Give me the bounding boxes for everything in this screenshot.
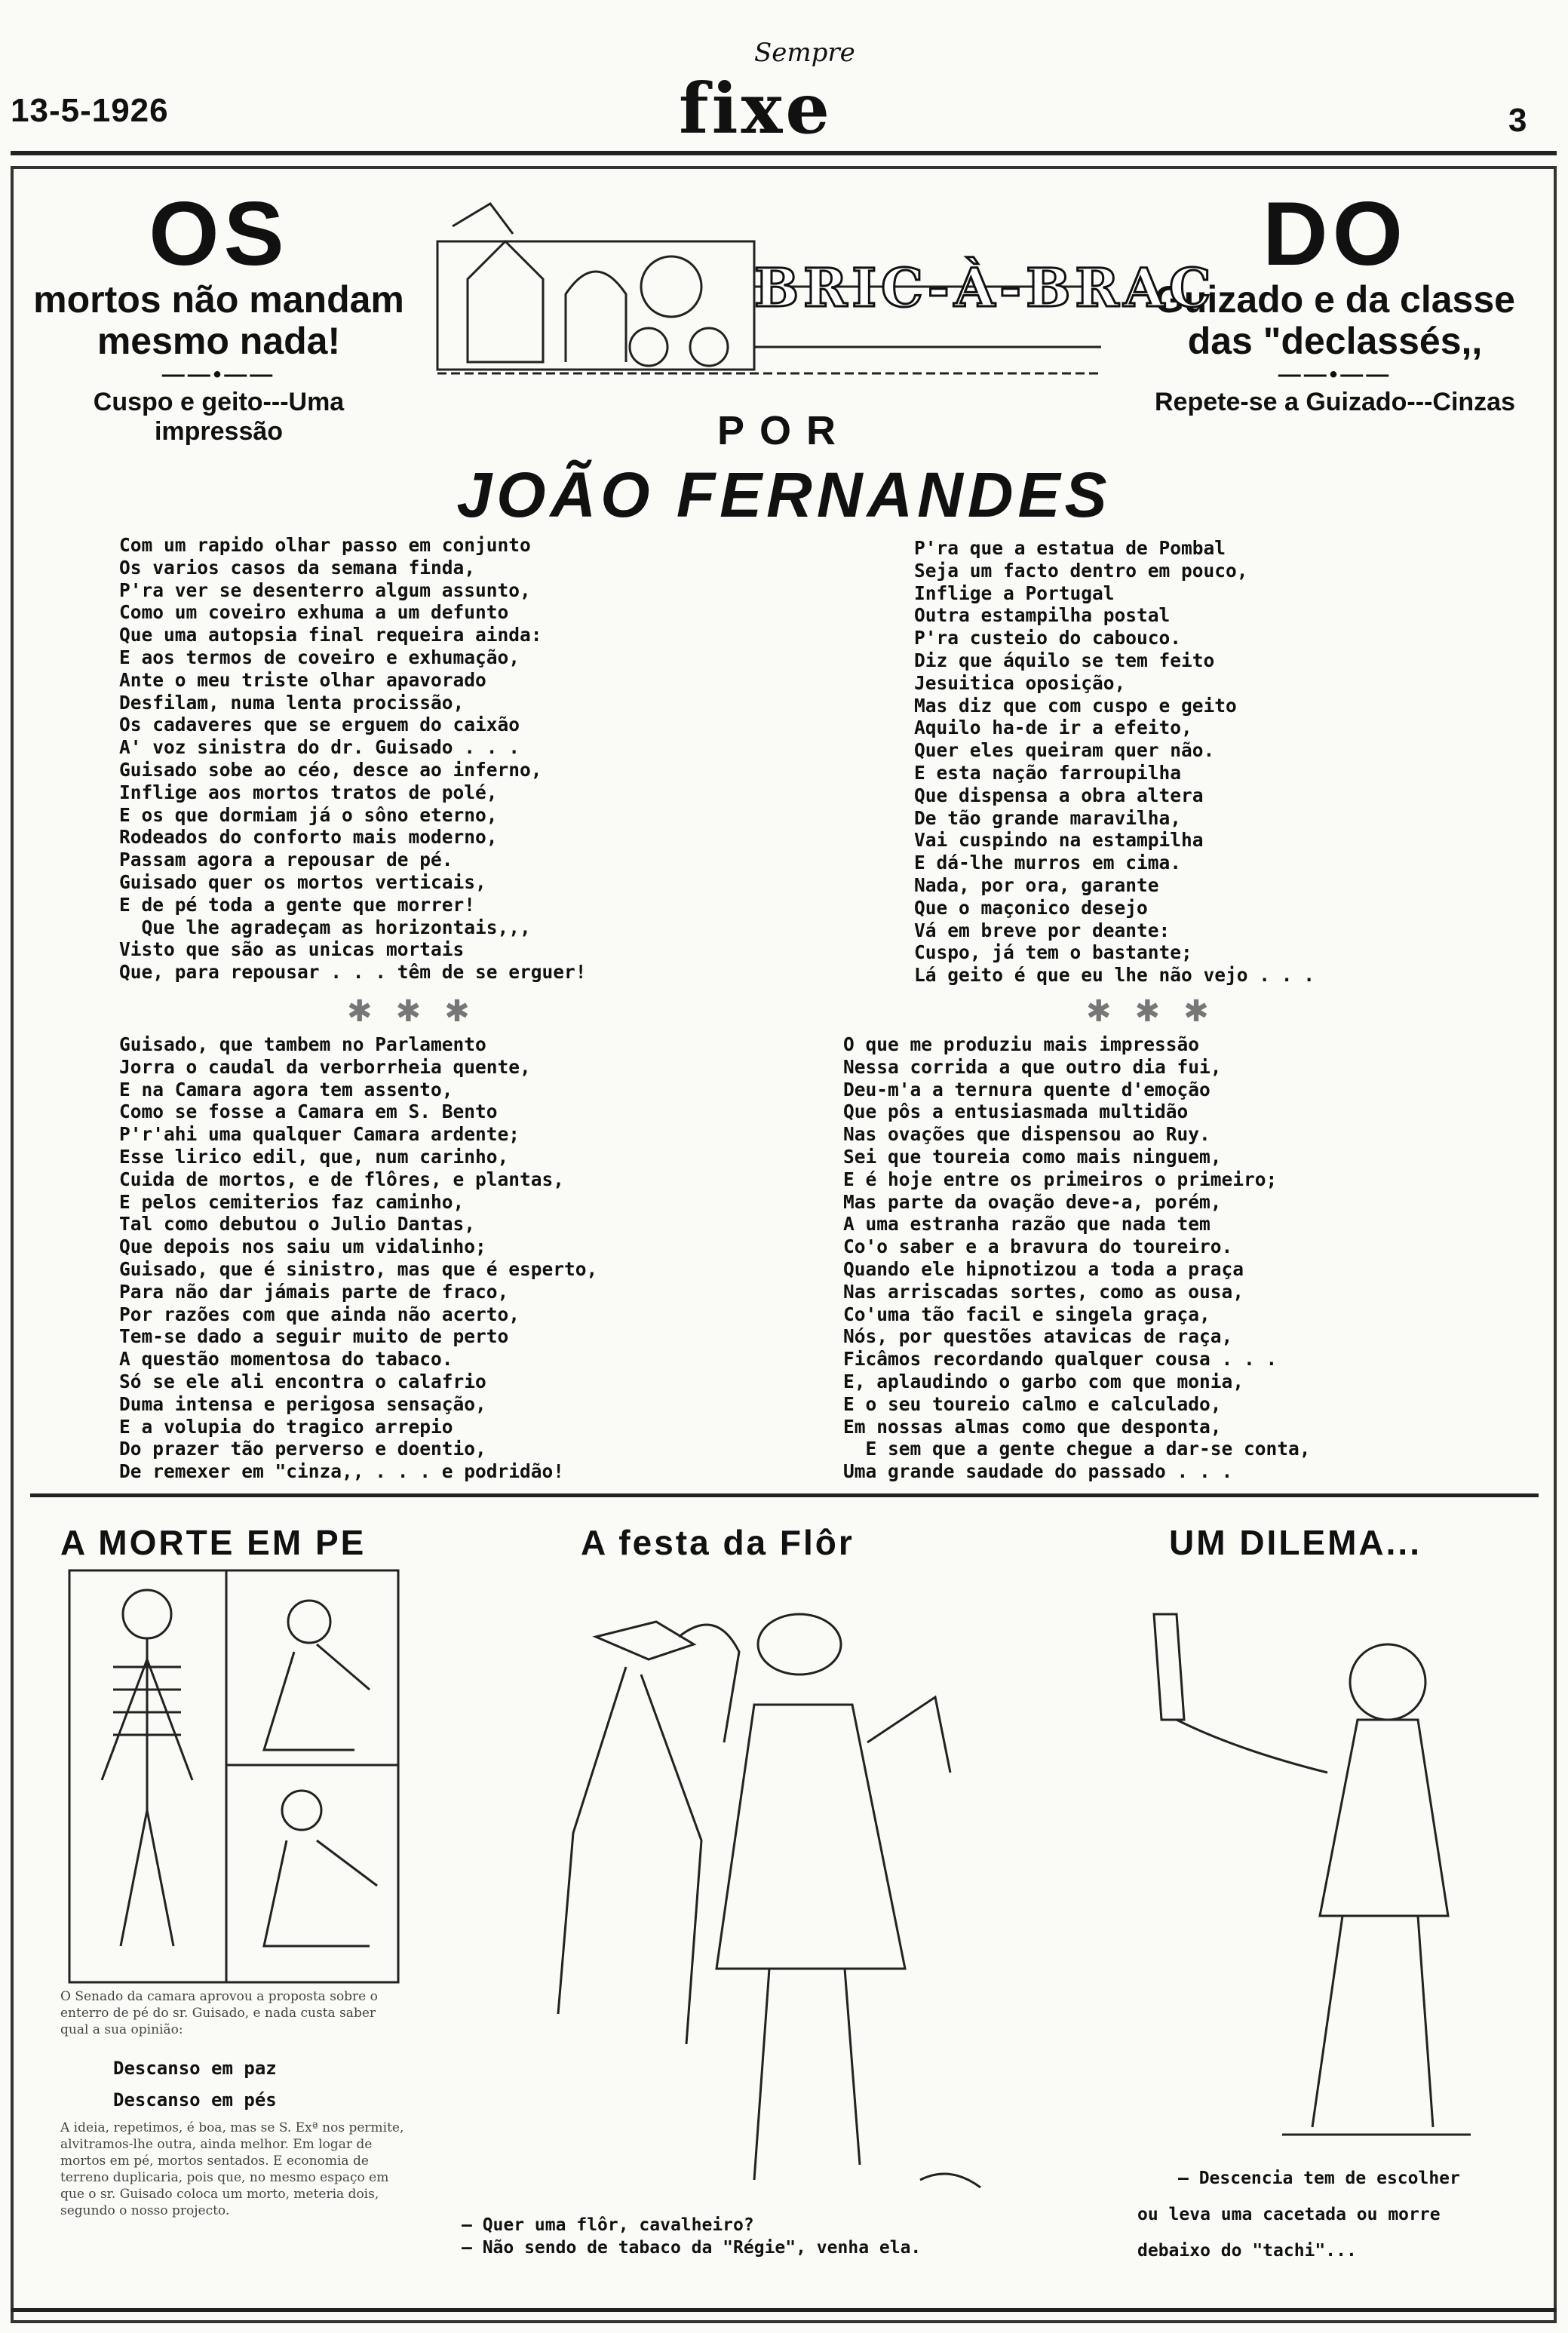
verse-line: Como se fosse a Camara em S. Bento (119, 1101, 498, 1123)
verse-line: Com um rapido olhar passo em conjunto (119, 534, 531, 556)
cartoon2-caption1: — Quer uma flôr, cavalheiro? (462, 2215, 754, 2235)
verse-line: Do prazer tão perverso e doentio, (119, 1438, 486, 1460)
byline-por: POR (716, 408, 852, 453)
left-heading-big: OS (149, 183, 289, 284)
verse-line: Guisado quer os mortos verticais, (119, 870, 486, 893)
cartoon1-heading2: Descanso em pés (113, 2089, 277, 2110)
verse-line: Em nossas almas como que desponta, (843, 1415, 1222, 1438)
poem-top-right (914, 537, 1315, 987)
cartoon3-caption3: debaixo do "tachi"... (1137, 2241, 1357, 2261)
left-heading-line1: mortos não mandam (33, 278, 404, 321)
verse-line: Mas parte da ovação deve-a, porém, (843, 1190, 1222, 1213)
cartoon2-caption2: — Não sendo de tabaco da "Régie", venha ela. (462, 2238, 922, 2258)
verse-line: Jorra o caudal da verborrheia quente, (119, 1055, 531, 1078)
verse-line: De remexer em "cinza,, . . . e podridão! (119, 1460, 565, 1483)
verse-line: Tem-se dado a seguir muito de perto (119, 1325, 509, 1348)
cartoon-section-rule (30, 1493, 1539, 1497)
verse-line: O que me produziu mais impressão (843, 1033, 1200, 1055)
verse-line: Nas ovações que dispensou ao Ruy. (843, 1123, 1211, 1146)
verse-line: De tão grande maravilha, (914, 806, 1182, 829)
verse-line: Que depois nos saiu um vidalinho; (119, 1236, 486, 1258)
cartoon1-skeleton-drawing (68, 1569, 400, 1984)
verse-line: Que pôs a entusiasmada multidão (843, 1101, 1189, 1123)
cartoon1-intro: O Senado da camara aprovou a proposta sobre o enterro de pé do sr. Guisado, e nada custa saber qual a sua opinião: (60, 1989, 378, 2037)
verse-line: Cuida de mortos, e de flôres, e plantas, (119, 1168, 565, 1190)
verse-line: Vai cuspindo na estampilha (914, 829, 1204, 852)
verse-line: E de pé toda a gente que morrer! (119, 893, 476, 916)
right-heading-big: DO (1263, 183, 1407, 284)
verse-line: Uma grande saudade do passado . . . (843, 1460, 1233, 1483)
verse-line: P'ra custeio do cabouco. (914, 627, 1182, 649)
verse-line: Só se ele ali encontra o calafrio (119, 1370, 486, 1392)
verse-line: Diz que áquilo se tem feito (914, 649, 1215, 671)
verse-line: Co'uma tão facil e singela graça, (843, 1303, 1211, 1325)
verse-line: E dá-lhe murros em cima. (914, 852, 1182, 874)
verse-line: Que, para repousar . . . têm de se erguer! (119, 961, 587, 984)
page-number: 3 (1508, 102, 1527, 139)
right-heading-line1: Guizado e da classe (1155, 278, 1515, 321)
verse-line: E os que dormiam já o sôno eterno, (119, 803, 498, 826)
separator-right: ✱ ✱ ✱ (1086, 995, 1217, 1028)
verse-line: Que lhe agradeçam as horizontais,,, (119, 916, 531, 938)
verse-line: Inflige a Portugal (914, 582, 1115, 604)
verse-line: Os cadaveres que se erguem do caixão (119, 714, 520, 736)
verse-line: Quando ele hipnotizou a toda a praça (843, 1257, 1244, 1280)
verse-line: Nas arriscadas sortes, como as ousa, (843, 1280, 1244, 1303)
verse-line: E é hoje entre os primeiros o primeiro; (843, 1168, 1278, 1190)
masthead-logo: fixe (679, 68, 833, 149)
left-heading-line2: mesmo nada! (97, 320, 341, 362)
verse-line: E pelos cemiterios faz caminho, (119, 1190, 465, 1213)
verse-line: Por razões com que ainda não acerto, (119, 1303, 520, 1325)
verse-line: Nós, por questões atavicas de raça, (843, 1325, 1233, 1348)
verse-line: E esta nação farroupilha (914, 761, 1182, 784)
separator-left: ✱ ✱ ✱ (347, 995, 477, 1028)
verse-line: A uma estranha razão que nada tem (843, 1213, 1211, 1236)
verse-line: Seja um facto dentro em pouco, (914, 559, 1248, 582)
right-heading-line2: das "declassés,, (1187, 320, 1483, 362)
poem-bottom-left (119, 1033, 597, 1483)
verse-line: Aquilo ha-de ir a efeito, (914, 717, 1192, 739)
verse-line: Nada, por ora, garante (914, 873, 1159, 896)
cartoon1-body: A ideia, repetimos, é boa, mas se S. Exª nos permite, alvitramos-lhe outra, ainda melhor. Em logar de mortos em pé, mortos sentados. E economia de terreno duplicaria, pois que, no mesmo espaço em que o sr. Guisado coloca um morto, meteria dois, segundo o nosso projecto. (60, 2120, 404, 2218)
verse-line: A' voz sinistra do dr. Guisado . . . (119, 736, 520, 759)
verse-line: Que dispensa a obra altera (914, 784, 1204, 806)
verse-line: E o seu toureio calmo e calculado, (843, 1392, 1222, 1415)
verse-line: Ficâmos recordando qualquer cousa . . . (843, 1348, 1278, 1371)
verse-line: Deu-m'a a ternura quente d'emoção (843, 1078, 1211, 1101)
verse-line: Jesuitica oposição, (914, 671, 1126, 694)
verse-line: Guisado, que tambem no Parlamento (119, 1033, 486, 1055)
verse-line: P'ra ver se desenterro algum assunto, (119, 579, 531, 601)
verse-line: Esse lirico edil, que, num carinho, (119, 1145, 509, 1168)
verse-line: Visto que são as unicas mortais (119, 938, 465, 961)
cartoon1-heading1: Descanso em paz (113, 2058, 277, 2079)
verse-line: E sem que a gente chegue a dar-se conta, (843, 1438, 1311, 1460)
verse-line: P'r'ahi uma qualquer Camara ardente; (119, 1123, 520, 1146)
verse-line: P'ra que a estatua de Pombal (914, 537, 1226, 559)
cartoon2-title: A festa da Flôr (581, 1523, 855, 1562)
header-rule (11, 151, 1557, 155)
footer-rule (11, 2308, 1557, 2312)
issue-date: 13-5-1926 (11, 92, 169, 129)
verse-line: A questão momentosa do tabaco. (119, 1348, 453, 1371)
verse-line: E na Camara agora tem assento, (119, 1078, 453, 1101)
bric-a-brac-banner: BRIC-À-BRAC (754, 256, 1216, 319)
verse-line: Como um coveiro exhuma a um defunto (119, 601, 509, 624)
verse-line: Mas diz que com cuspo e geito (914, 694, 1237, 717)
masthead-subtitle: Sempre (754, 38, 855, 68)
verse-line: Cuspo, já tem o bastante; (914, 941, 1192, 964)
verse-line: E aos termos de coveiro e exhumação, (119, 646, 520, 668)
byline-author: JOÃO FERNANDES (456, 459, 1112, 530)
verse-line: Lá geito é que eu lhe não vejo . . . (914, 964, 1315, 987)
verse-line: Inflige aos mortos tratos de polé, (119, 781, 498, 803)
verse-line: Vá em breve por deante: (914, 919, 1171, 941)
cartoon2-flower-drawing (528, 1592, 1011, 2210)
verse-line: Duma intensa e perigosa sensação, (119, 1392, 486, 1415)
verse-line: Ante o meu triste olhar apavorado (119, 668, 486, 691)
cartoon3-caption1: — Descencia tem de escolher (1178, 2169, 1460, 2188)
cartoon3-title: UM DILEMA... (1169, 1523, 1422, 1562)
verse-line: Os varios casos da semana finda, (119, 556, 476, 579)
verse-line: Passam agora a repousar de pé. (119, 849, 453, 871)
poem-bottom-right (843, 1033, 1311, 1483)
verse-line: Co'o saber e a bravura do toureiro. (843, 1236, 1233, 1258)
verse-line: Sei que toureia como mais ninguem, (843, 1145, 1222, 1168)
verse-line: Quer eles queiram quer não. (914, 739, 1215, 762)
verse-line: Rodeados do conforto mais moderno, (119, 826, 498, 849)
verse-line: E, aplaudindo o garbo com que monia, (843, 1370, 1244, 1392)
cartoon3-dilemma-drawing (1131, 1599, 1493, 2157)
verse-line: Que o maçonico desejo (914, 896, 1148, 919)
left-ornament: ——•—— (161, 362, 276, 387)
cartoon1-title: A MORTE EM PE (60, 1523, 367, 1562)
verse-line: Tal como debutou o Julio Dantas, (119, 1213, 476, 1236)
verse-line: E a volupia do tragico arrepio (119, 1415, 453, 1438)
verse-line: Guisado sobe ao céo, desce ao inferno, (119, 758, 542, 781)
right-ornament: ——•—— (1278, 362, 1392, 387)
poem-top-left (119, 534, 587, 984)
verse-line: Para não dar jámais parte de fraco, (119, 1280, 509, 1303)
cartoon3-caption2: ou leva uma cacetada ou morre (1137, 2205, 1441, 2224)
verse-line: Que uma autopsia final requeira ainda: (119, 624, 542, 646)
left-tagline: Cuspo e geito---Uma impressão (93, 388, 345, 446)
verse-line: Guisado, que é sinistro, mas que é esperto, (119, 1257, 598, 1280)
right-tagline: Repete-se a Guizado---Cinzas (1155, 388, 1515, 416)
verse-line: Outra estampilha postal (914, 604, 1171, 627)
verse-line: Nessa corrida a que outro dia fui, (843, 1055, 1222, 1078)
verse-line: Desfilam, numa lenta procissão, (119, 691, 465, 714)
